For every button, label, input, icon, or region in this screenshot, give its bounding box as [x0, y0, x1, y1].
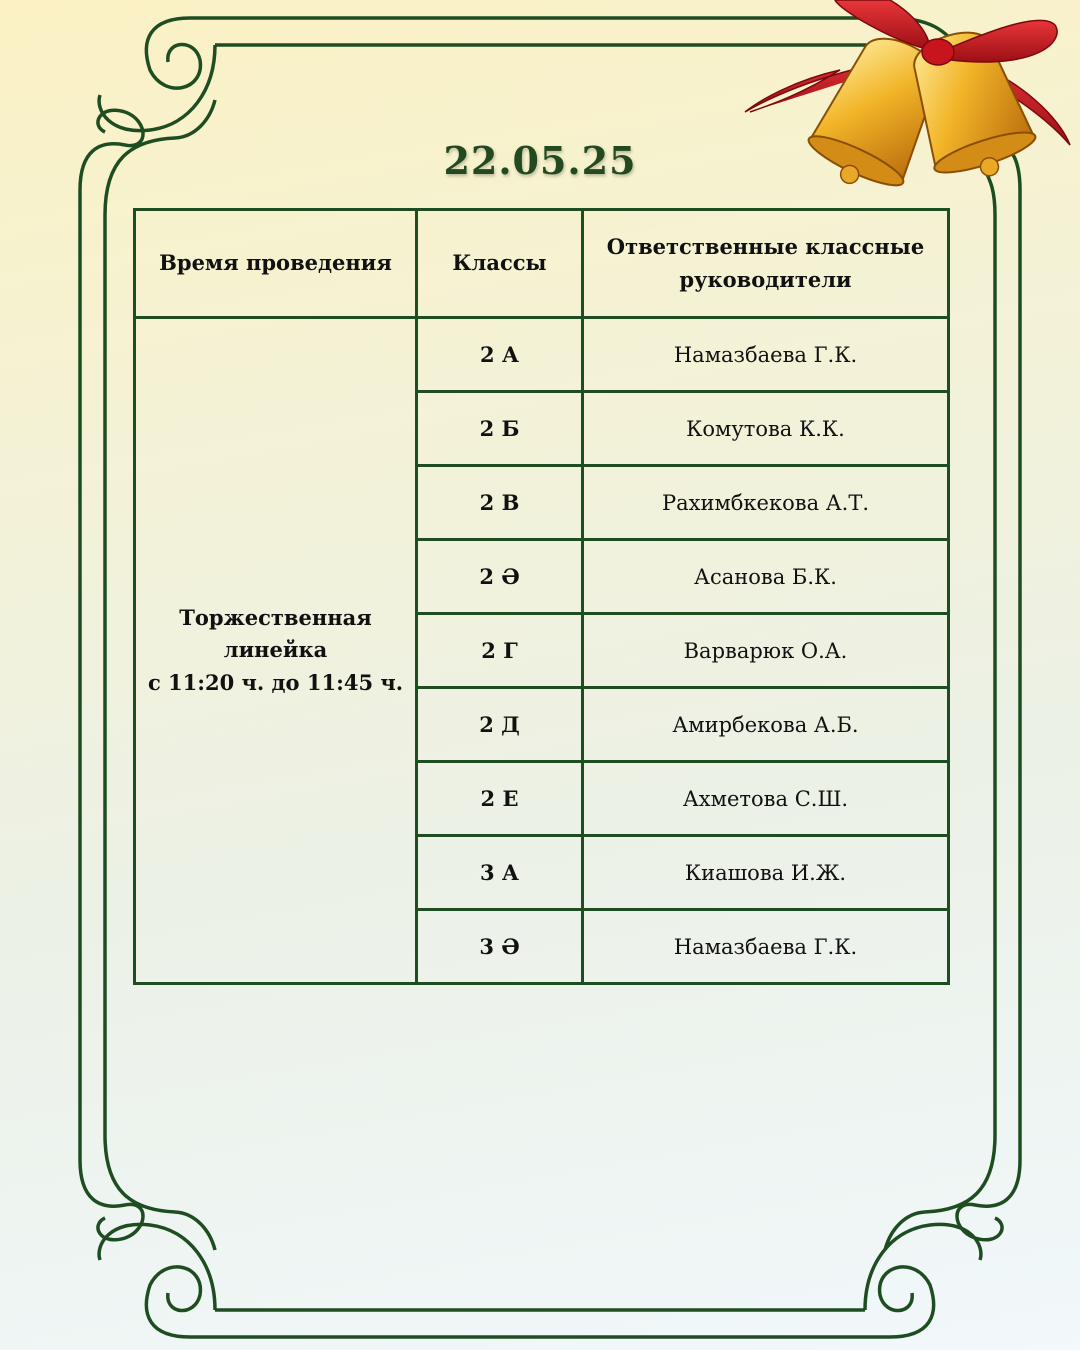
class-cell: 3 А: [417, 836, 583, 910]
event-cell: [135, 318, 417, 984]
event-line1: Торжественная: [179, 604, 372, 630]
event-time: с 11:20 ч. до 11:45 ч.: [147, 669, 404, 695]
teacher-cell: Комутова К.К.: [583, 392, 949, 466]
teacher-cell: Рахимбкекова А.Т.: [583, 466, 949, 540]
header-teachers-line1: Ответственные классные: [606, 233, 925, 259]
page-title: 22.05.25: [443, 138, 637, 183]
teacher-cell: Ахметова С.Ш.: [583, 762, 949, 836]
table-row: [135, 318, 949, 392]
table-header-row: [135, 210, 949, 318]
schedule-table: [133, 208, 950, 985]
teacher-cell: Намазбаева Г.К.: [583, 318, 949, 392]
class-cell: 2 Ә: [417, 540, 583, 614]
teacher-cell: Асанова Б.К.: [583, 540, 949, 614]
teacher-cell: Варварюк О.А.: [583, 614, 949, 688]
teacher-cell: Намазбаева Г.К.: [583, 910, 949, 984]
class-cell: 3 Ә: [417, 910, 583, 984]
header-teachers: [583, 210, 949, 318]
class-cell: 2 В: [417, 466, 583, 540]
class-cell: 2 Е: [417, 762, 583, 836]
event-line2: линейка: [223, 637, 328, 663]
header-classes: Классы: [417, 210, 583, 318]
teacher-cell: Амирбекова А.Б.: [583, 688, 949, 762]
header-teachers-line2: руководители: [679, 266, 852, 292]
class-cell: 2 Д: [417, 688, 583, 762]
header-time: Время проведения: [135, 210, 417, 318]
teacher-cell: Киашова И.Ж.: [583, 836, 949, 910]
class-cell: 2 Г: [417, 614, 583, 688]
class-cell: 2 Б: [417, 392, 583, 466]
class-cell: 2 А: [417, 318, 583, 392]
